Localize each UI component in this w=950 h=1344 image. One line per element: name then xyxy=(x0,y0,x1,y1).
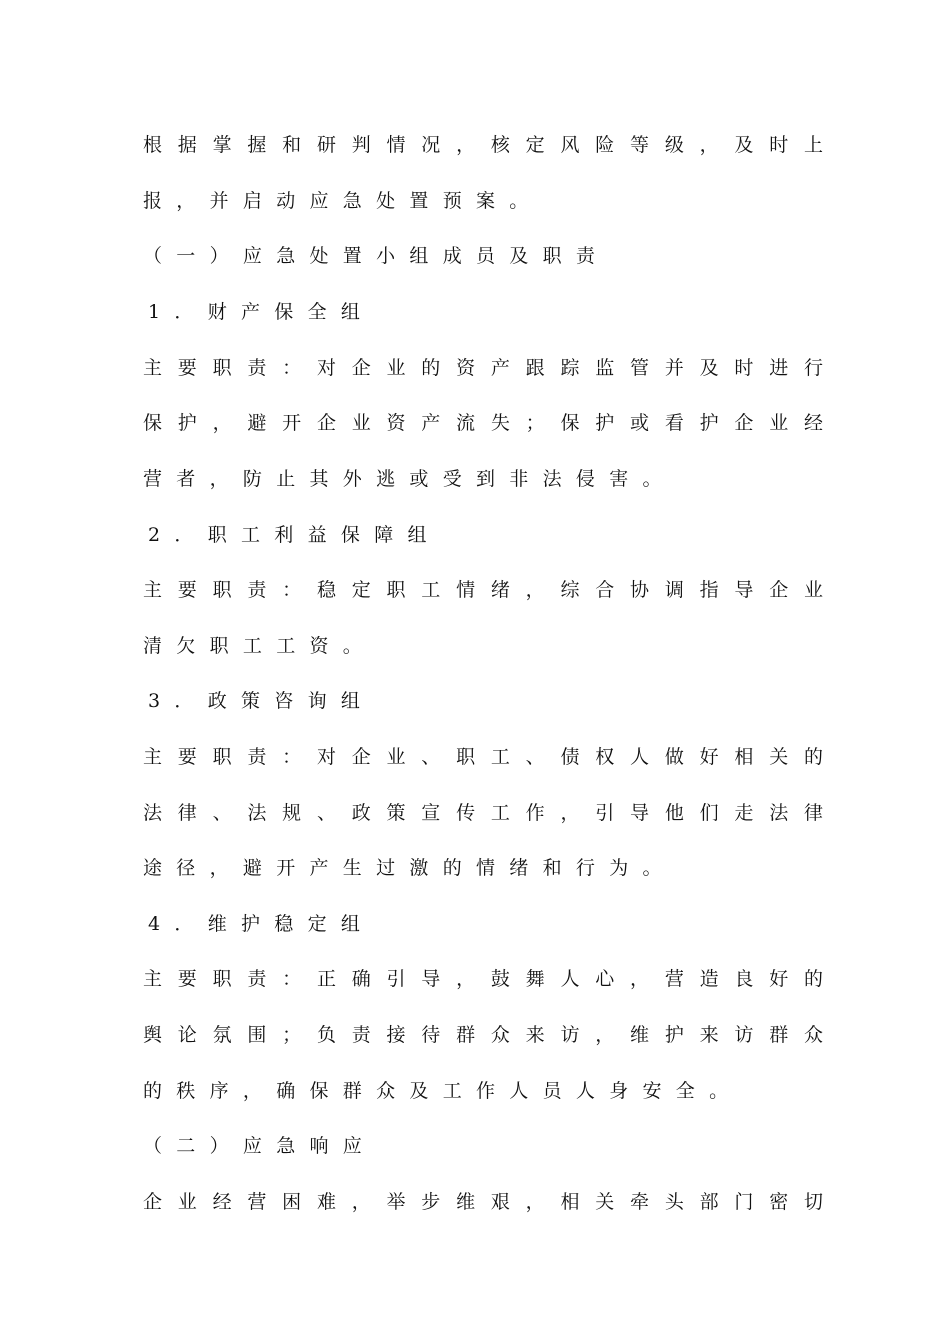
subsection-heading: 3．政策咨询组 xyxy=(148,690,375,712)
paragraph-line: 途径，避开产生过激的情绪和行为。 xyxy=(143,857,676,879)
paragraph-line: 主要职责：稳定职工情绪，综合协调指导企业 xyxy=(143,579,823,601)
subsection-heading: 4．维护稳定组 xyxy=(148,913,375,935)
paragraph-line: 法律、法规、政策宣传工作，引导他们走法律 xyxy=(143,802,823,824)
paragraph-line: 主要职责：对企业、职工、债权人做好相关的 xyxy=(143,746,823,768)
paragraph-line: 舆论氛围；负责接待群众来访，维护来访群众 xyxy=(143,1024,823,1046)
subsection-heading: 2．职工利益保障组 xyxy=(148,524,441,546)
paragraph-line: 企业经营困难，举步维艰，相关牵头部门密切 xyxy=(143,1191,823,1213)
section-heading: （二）应急响应 xyxy=(143,1135,377,1157)
paragraph-line: 清欠职工工资。 xyxy=(143,635,377,657)
paragraph-line: 的秩序，确保群众及工作人员人身安全。 xyxy=(143,1080,743,1102)
paragraph-line: 营者，防止其外逃或受到非法侵害。 xyxy=(143,468,676,490)
subsection-heading: 1．财产保全组 xyxy=(148,301,375,323)
paragraph-line: 主要职责：正确引导，鼓舞人心，营造良好的 xyxy=(143,968,823,990)
paragraph-line: 报，并启动应急处置预案。 xyxy=(143,190,543,212)
paragraph-line: 根据掌握和研判情况，核定风险等级，及时上 xyxy=(143,134,823,156)
paragraph-line: 保护，避开企业资产流失；保护或看护企业经 xyxy=(143,412,823,434)
paragraph-line: 主要职责：对企业的资产跟踪监管并及时进行 xyxy=(143,357,823,379)
section-heading: （一）应急处置小组成员及职责 xyxy=(143,245,610,267)
